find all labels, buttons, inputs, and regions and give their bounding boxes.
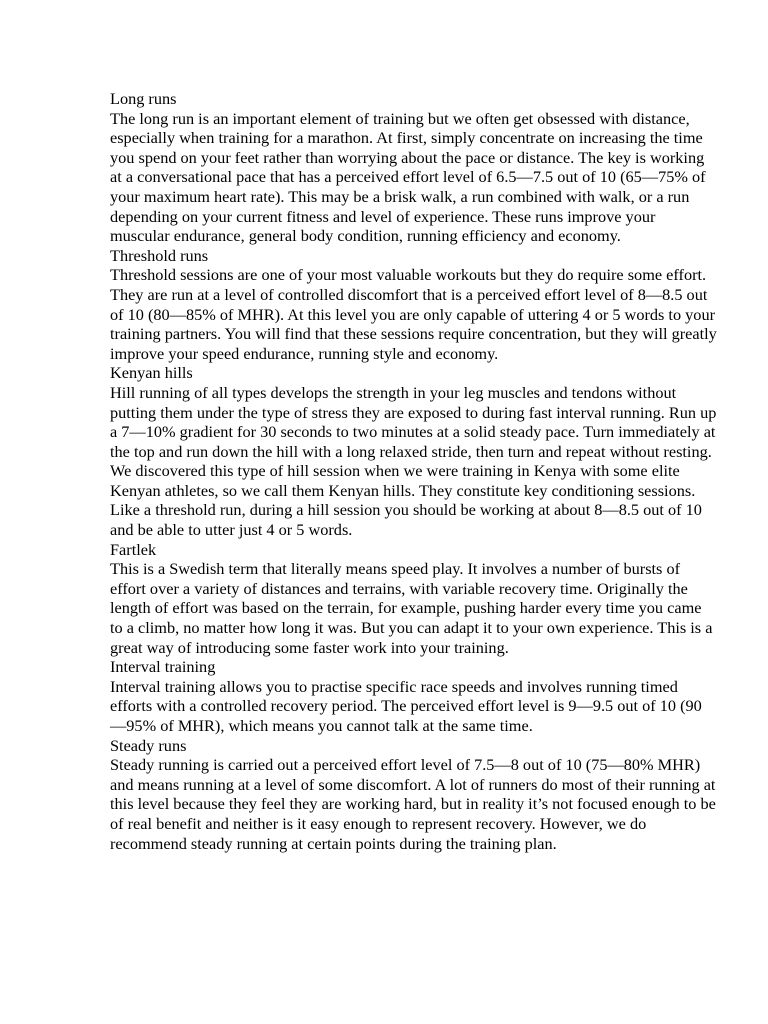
section-long-runs [110,89,718,246]
section-interval-training [110,657,718,735]
section-heading: Fartlek [110,539,157,559]
section-heading: Interval training [110,657,216,677]
section-fartlek [110,540,718,658]
section-threshold-runs [110,246,718,364]
section-heading: Kenyan hills [110,363,193,383]
section-paragraph: Steady running is carried out a perceived effort level of 7.5—8 out of 10 (75—80% MHR) and means running at a level of some discomfort. A lot of runners do most of their running at this level because they feel they are working hard, but in reality it’s not focused enough to be of real benefit and neither is it easy enough to represent recovery. However, we do recommend steady running at certain points during the training plan. [110,755,716,853]
section-heading: Steady runs [110,735,187,755]
section-heading: Threshold runs [110,245,209,265]
section-paragraph: Interval training allows you to practise specific race speeds and involves running timed efforts with a controlled recovery period. The perceived effort level is 9—9.5 out of 10 (90—95% of MHR), which means you cannot talk at the same time. [110,676,702,735]
section-steady-runs [110,736,718,854]
section-paragraph: This is a Swedish term that literally means speed play. It involves a number of bursts of effort over a variety of distances and terrains, with variable recovery time. Originally the length of effort was based on the terrain, for example, pushing harder every time you came to a climb, no matter how long it was. But you can adapt it to your own experience. This is a great way of introducing some faster work into your training. [110,559,713,657]
document-page [110,89,718,853]
section-paragraph: The long run is an important element of training but we often get obsessed with distance, especially when training for a marathon. At first, simply concentrate on increasing the time you spend on your feet rather than worrying about the pace or distance. The key is working at a conversational pace that has a perceived effort level of 6.5—7.5 out of 10 (65—75% of your maximum heart rate). This may be a brisk walk, a run combined with walk, or a run depending on your current fitness and level of experience. These runs improve your muscular endurance, general body condition, running efficiency and economy. [110,108,706,246]
section-heading: Long runs [110,89,177,108]
section-paragraph: Hill running of all types develops the strength in your leg muscles and tendons without putting them under the type of stress they are exposed to during fast interval running. Run up a 7—10% gradient for 30 seconds to two minutes at a solid steady pace. Turn immediately at the top and run down the hill with a long relaxed stride, then turn and repeat without resting. We discovered this type of hill session when we were training in Kenya with some elite Kenyan athletes, so we call them Kenyan hills. They constitute key conditioning sessions. Like a threshold run, during a hill session you should be working at about 8—8.5 out of 10 and be able to utter just 4 or 5 words. [110,382,717,540]
section-kenyan-hills [110,363,718,539]
section-paragraph: Threshold sessions are one of your most valuable workouts but they do require some effort. They are run at a level of controlled discomfort that is a perceived effort level of 8—8.5 out of 10 (80—85% of MHR). At this level you are only capable of uttering 4 or 5 words to your training partners. You will find that these sessions require concentration, but they will greatly improve your speed endurance, running style and economy. [110,265,717,363]
